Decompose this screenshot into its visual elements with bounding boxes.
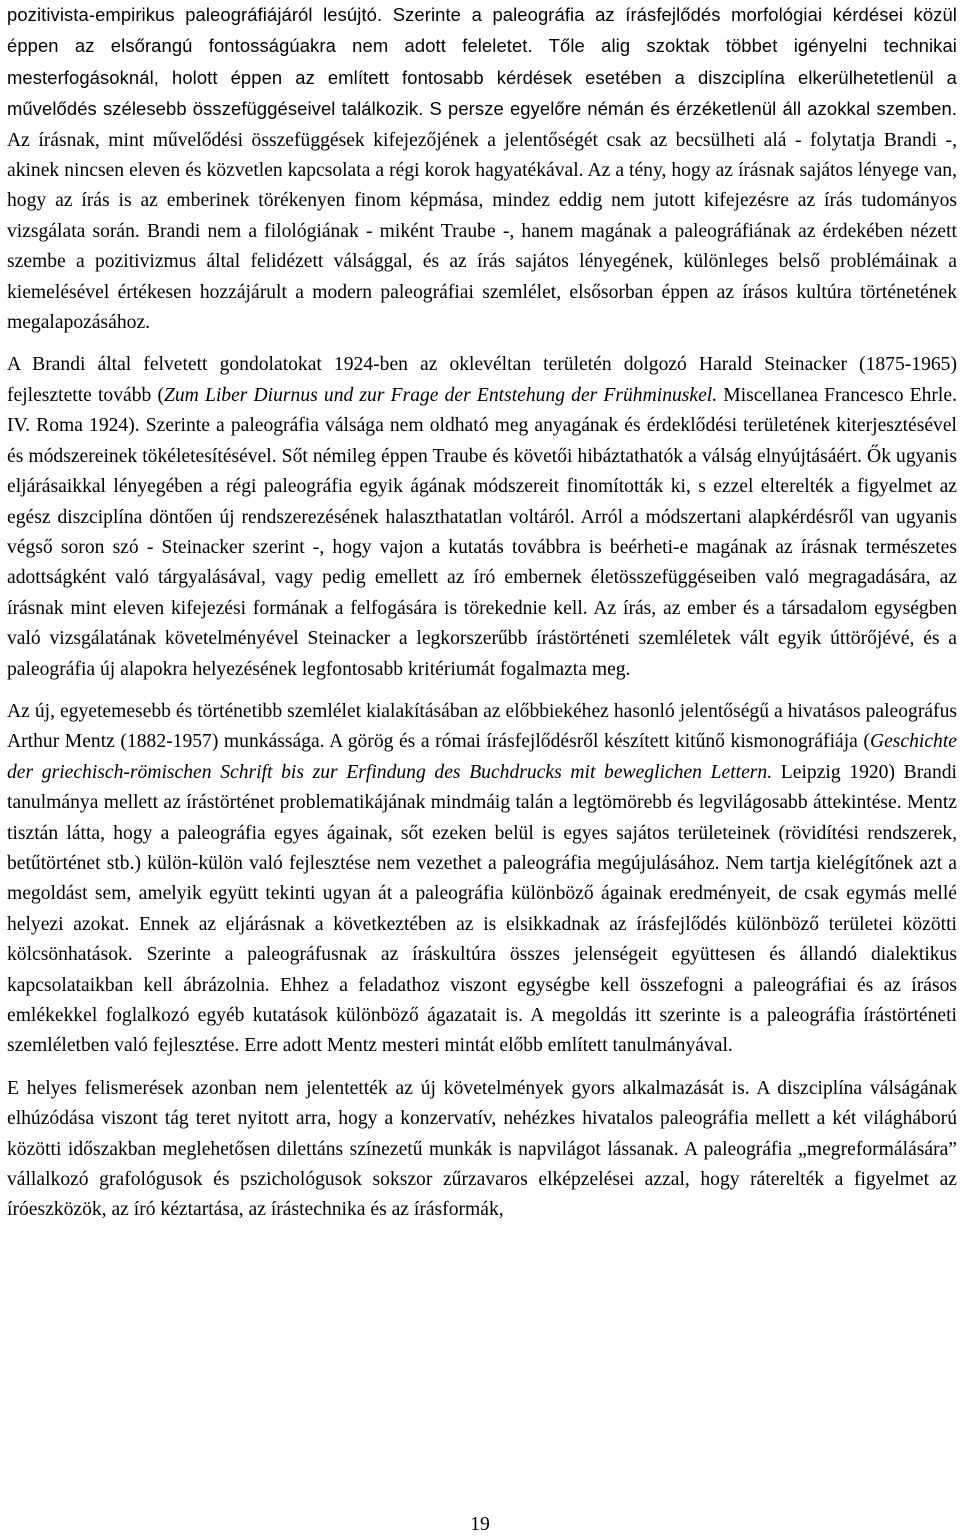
paragraph-1-text-a: Az írásnak, mint művelődési összefüggések kifejezőjének a jelentőségét csak az becsülheti alá - folytatja Brandi -, akinek nincsen eleven és közvetlen kapcsolata a régi korok hagyatékával. [7,129,957,182]
paragraph-4-text: E helyes felismerések azonban nem jelentették az új követelmények gyors alkalmazását is. A diszciplína válságának elhúzódása viszont tág teret nyitott arra, hogy a konzervatív, nehézkes hivatalos paleográfia mellett a két világháború közötti időszakban meglehetősen dilettáns színezetű munkák is napvilágot lássanak. A paleográfia „megreformálására” vállalkozó grafológusok és pszichológusok sokszor zűrzavaros elképzelései azzal, hogy ráterelték a figyelmet az íróeszközök, az író kéztartása, az írástechnika és az írásformák, [7,1077,957,1221]
paragraph-1-sans-text: pozitivista-empirikus paleográfiájáról lesújtó. Szerinte a paleográfia az írásfejlődés morfológiai kérdései közül éppen az elsőrangú fontosságúakra nem adott feleletet. Tőle alig szoktak többet igényelni technikai mesterfogásoknál, holott éppen az említett fontosabb kérdések esetében a diszciplína elkerülhetetlenül a művelődés szélesebb összefüggéseivel találkozik. S persze egyelőre némán és érzéketlenül áll azokkal szemben. [7,4,957,120]
paragraph-3-text-b: Leipzig 1920) Brandi tanulmánya mellett az írástörténet problematikájának mindmáig talán a legtömörebb és legvilágosabb áttekintése. Mentz tisztán látta, hogy a paleográfia egyes ágainak, sőt ezeken belül is egyes sajátos területeinek (rövidítési rendszerek, betűtörténet stb.) külön-külön való fejlesztése nem vezethet a paleográfia megújulásához. Nem tartja kielégítőnek azt a megoldást sem, amelyik együtt tekinti ugyan át a paleográfia különböző ágainak eredményeit, de csak egymás mellé helyezi azokat. Ennek az eljárásnak a következtében az is elsikkadnak az írásfejlődés különböző területei közötti kölcsönhatások. Szerinte a paleográfusnak az íráskultúra összes jelenségeit együttesen és állandó dialektikus kapcsolataikban kell ábrázolnia. Ehhez a feladathoz viszont egységbe kell összefogni a paleográfiai és az írásos emlékekkel foglalkozó egyéb kutatások különböző ágazatait is. A megoldás itt szerinte is a paleográfia írástörténeti szemléletben való fejlesztése. Erre adott Mentz mesteri mintát előbb említett tanulmányával. [7,761,957,1057]
paragraph-4 [7,1074,957,1226]
paragraph-1-text-b: Az a tény, hogy az írásnak sajátos lényege van, hogy az írás is az emberinek törékenyen finom képmása, mindez eddig nem jutott kifejezésre az írás tudományos vizsgálata során. Brandi nem a filológiának - miként Traube -, hanem magának a paleográfiának az érdekében nézett szembe a pozitivizmus által felidézett válsággal, és az írás sajátos lényegének, különleges belső problémáinak a kiemelésével értékesen hozzájárult a modern paleográfiai szemlélet, elsősorban éppen az írásos kultúra történetének megalapozásához. [7,160,957,334]
paragraph-3 [7,697,957,1062]
paragraph-2-text-b: Miscellanea Francesco Ehrle. IV. Roma 1924). Szerinte a paleográfia válsága nem oldható meg anyagának és érdeklődési területének kiterjesztésével és módszereinek tökéletesítésével. Sőt némileg éppen Traube és követői hibáztathatók a válság elnyújtásáért. Ők ugyanis eljárásaikkal lényegében a régi paleográfia egyik ágának módszereit finomították ki, s ezzel elterelték a figyelmet az egész diszciplína döntően új rendszerezésének halaszthatatlan voltáról. Arról a módszertani alapkérdésről van ugyanis végső soron szó - Steinacker szerint -, hogy vajon a kutatás továbbra is beérheti-e magának az írásnak természetes adottságként való tárgyalásával, vagy pedig emellett az író embernek életösszefüggéseiben való megragadására, az írásnak mint eleven kifejezési formának a felfogására is törekednie kell. Az írás, az ember és a társadalom egységben való vizsgálatának követelményével Steinacker a legkorszerűbb írástörténeti szemléletek vált egyik úttörőjévé, és a paleográfia új alapokra helyezésének legfontosabb kritériumát fogalmazta meg. [7,384,957,680]
paragraph-2-text-a: A Brandi által felvetett gondolatokat 1924-ben az oklevéltan területén dolgozó Harald Steinacker (1875-1965) fejlesztette tovább ( [7,354,957,406]
paragraph-3-cited-title: Geschichte der griechisch-römischen Schrift bis zur Erfindung des Buchdrucks mit beweglichen Lettern. [7,731,957,783]
paragraph-1 [7,0,957,338]
page-number: 19 [470,1514,490,1535]
paragraph-3-text-a: Az új, egyetemesebb és történetibb szemlélet kialakításában az előbbiekéhez hasonló jelentőségű a hivatásos paleográfus Arthur Mentz (1882-1957) munkássága. A görög és a római írásfejlődésről készített kitűnő kismonográfiája ( [7,700,957,753]
document-page [7,0,957,1238]
paragraph-2-cited-title: Zum Liber Diurnus und zur Frage der Entstehung der Frühminuskel. [163,384,718,406]
paragraph-2 [7,350,957,684]
